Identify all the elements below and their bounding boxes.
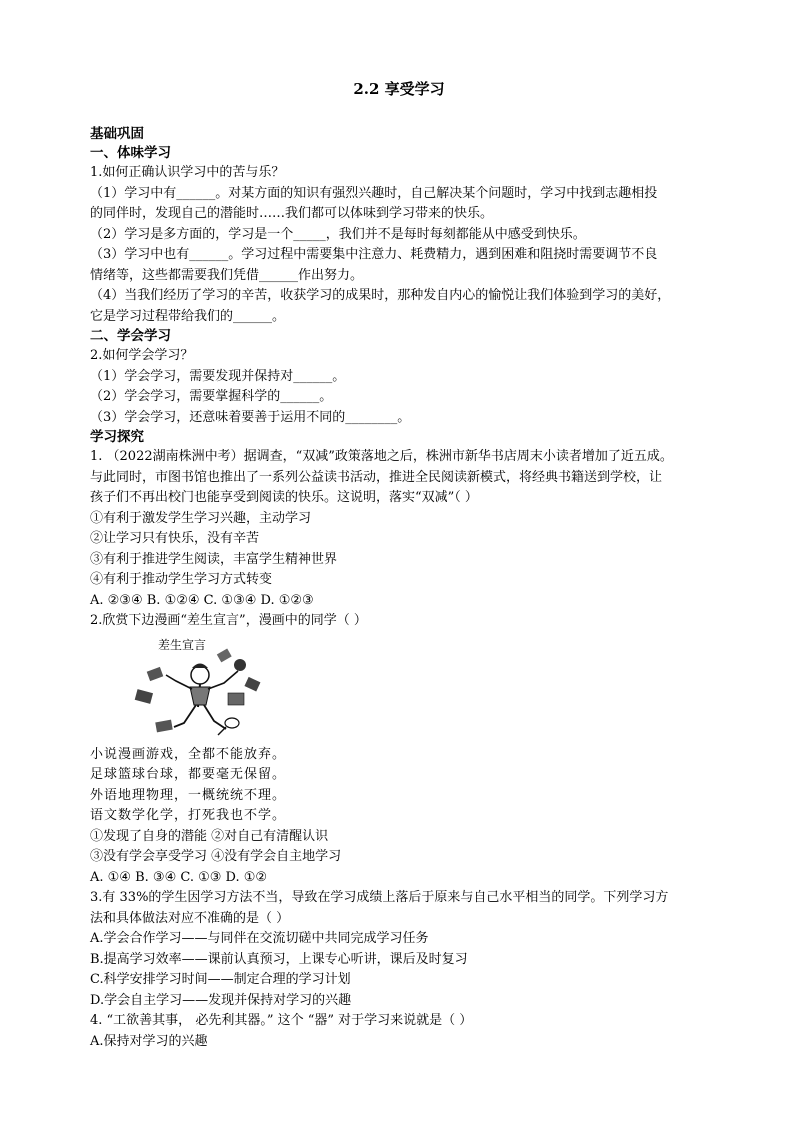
section-heading-basic: 基础巩固: [90, 126, 144, 142]
question-stem: 1.如何正确认识学习中的苦与乐？: [90, 165, 285, 180]
section-heading-part1: 一、体味学习: [90, 145, 171, 161]
text-line: （3）学会学习，还意味着要善于运用不同的________。: [90, 409, 411, 425]
text-line: 1. （2022湖南株洲中考）据调查，“双减”政策落地之后，株洲市新华书店周末小读者增加了近五成。: [90, 449, 673, 464]
question-stem: 4. “工欲善其事， 必先利其器。” 这个 “器” 对于学习来说就是（ ）: [90, 1013, 473, 1028]
text-line: （2）学会学习，需要掌握科学的______。: [90, 389, 333, 404]
poem-line: 外语地理物理，一概统统不理。: [90, 787, 287, 803]
page-title: 2.2 享受学习: [353, 80, 445, 98]
question-stem: 2.如何学会学习？: [90, 348, 194, 363]
text-line: 情绪等，这些都需要我们凭借______作出努力。: [90, 267, 364, 283]
comic-illustration: [128, 635, 268, 743]
option-line: C.科学安排学习时间——制定合理的学习计划: [90, 972, 351, 987]
option-line: ①发现了自身的潜能 ②对自己有清醒认识: [90, 828, 329, 844]
text-line: 孩子们不再出校门也能享受到阅读的快乐。这说明，落实“双减”（ ）: [90, 490, 478, 505]
text-line: 法和具体做法对应不准确的是（ ）: [90, 910, 290, 926]
cartoon-student-image: [128, 635, 268, 743]
section-heading-part2: 二、学会学习: [90, 328, 171, 344]
option-line: ②让学习只有快乐，没有辛苦: [90, 531, 260, 546]
text-line: 它是学习过程带给我们的______。: [90, 308, 286, 324]
option-line: A.保持对学习的兴趣: [90, 1033, 208, 1049]
section-heading-explore: 学习探究: [90, 429, 144, 445]
option-line: ④有利于推动学生学习方式转变: [90, 572, 273, 587]
option-line: A.学会合作学习——与同伴在交流切磋中共同完成学习任务: [90, 931, 429, 946]
text-line: 的同伴时，发现自己的潜能时……我们都可以体味到学习带来的快乐。: [90, 206, 494, 221]
option-line: ③有利于推进学生阅读，丰富学生精神世界: [90, 551, 338, 567]
answer-choices: A. ②③④ B. ①②④ C. ①③④ D. ①②③: [90, 592, 314, 608]
text-line: 3.有 33%的学生因学习方法不当，导致在学习成绩上落后于原来与自己水平相当的同学。下列学习方: [90, 890, 669, 905]
text-line: （3）学习中也有______。学习过程中需要集中注意力、耗费精力，遇到困难和阻挠时需要调节不良: [90, 247, 658, 262]
answer-choices: A. ①④ B. ③④ C. ①③ D. ①②: [90, 869, 268, 885]
poem-line: 足球篮球台球，都要毫无保留。: [90, 767, 287, 782]
option-line: ①有利于激发学生学习兴趣，主动学习: [90, 510, 312, 526]
text-line: （1）学习中有______。对某方面的知识有强烈兴趣时，自己解决某个问题时，学习中找到志趣相投: [90, 185, 658, 201]
text-line: （4）当我们经历了学习的辛苦，收获学习的成果时，那种发自内心的愉悦让我们体验到学习的美好，: [90, 288, 671, 303]
option-line: ③没有学会享受学习 ④没有学会自主地学习: [90, 849, 342, 864]
poem-line: 语文数学化学，打死我也不学。: [90, 808, 287, 823]
text-line: （1）学会学习，需要发现并保持对______。: [90, 368, 346, 384]
question-stem: 2.欣赏下边漫画“差生宣言”，漫画中的同学（ ）: [90, 613, 367, 628]
option-line: D.学会自主学习——发现并保持对学习的兴趣: [90, 992, 352, 1008]
option-line: B.提高学习效率——课前认真预习，上课专心听讲，课后及时复习: [90, 951, 468, 967]
text-line: （2）学习是多方面的，学习是一个_____，我们并不是每时每刻都能从中感受到快乐。: [90, 226, 586, 242]
text-line: 与此同时，市图书馆也推出了一系列公益读书活动，推进全民阅读新模式，将经典书籍送到学校，让: [90, 469, 663, 485]
document-page: [90, 70, 708, 1052]
comic-title: 差生宣言: [158, 637, 207, 652]
poem-line: 小说漫画游戏，全都不能放弃。: [90, 746, 287, 762]
